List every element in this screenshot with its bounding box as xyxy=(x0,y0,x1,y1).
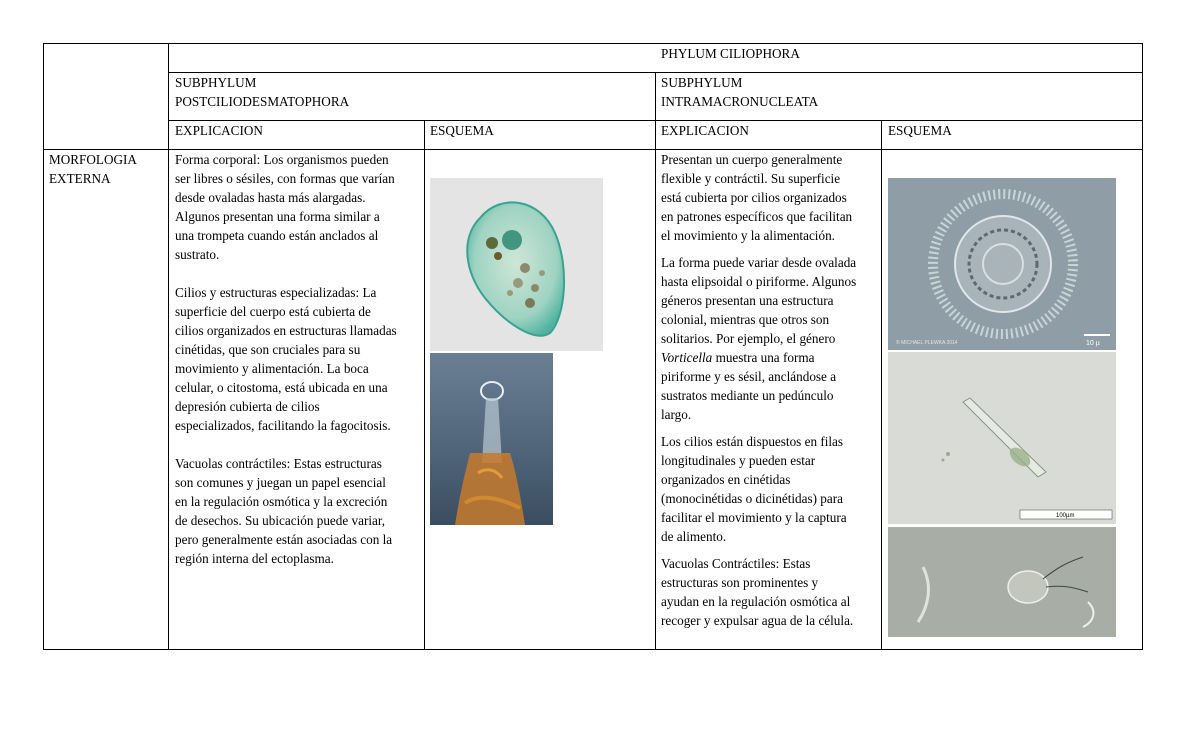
micrograph-trumpet-ciliate xyxy=(430,353,553,525)
subphylum-left-header xyxy=(175,73,349,111)
table-border-top-left xyxy=(43,43,169,44)
right-para-vacuolas xyxy=(661,554,879,630)
text-line: sustratos mediante un pedúnculo xyxy=(661,388,834,403)
table-border-left xyxy=(43,43,44,650)
micrograph-circular-ciliate xyxy=(888,178,1116,350)
text-line: ayudan en la regulación osmótica al xyxy=(661,594,851,609)
micrograph-elongated-ciliate xyxy=(888,352,1116,524)
text-fragment: muestra una forma xyxy=(712,350,815,365)
table-border-right xyxy=(1142,43,1143,650)
right-para-forma xyxy=(661,253,879,424)
text-line: Vacuolas Contráctiles: Estas xyxy=(661,556,811,571)
text-line: solitarios. Por ejemplo, el género xyxy=(661,331,836,346)
subphylum-left-line2: POSTCILIODESMATOPHORA xyxy=(175,94,350,109)
text-line: hasta elipsoidal o piriforme. Algunos xyxy=(661,274,857,289)
right-para-cuerpo xyxy=(661,150,879,245)
col-line-sub xyxy=(655,72,656,650)
text-line: celular, o citostoma, está ubicada en una xyxy=(175,380,388,395)
phylum-title: PHYLUM CILIOPHORA xyxy=(661,46,800,61)
text-line: de desechos. Su ubicación puede variar, xyxy=(175,513,386,528)
text-line: cilios organizados en estructuras llamadas xyxy=(175,323,397,338)
col-line-1 xyxy=(168,43,169,650)
right-explanation xyxy=(661,150,879,638)
col-line-2 xyxy=(424,120,425,650)
text-line: depresión cubierta de cilios xyxy=(175,399,320,414)
left-explanation xyxy=(175,150,423,568)
text-line: largo. xyxy=(661,407,692,422)
left-para-cilios xyxy=(175,283,423,435)
table-border-bottom xyxy=(43,649,1143,650)
phylum-header xyxy=(661,44,800,63)
text-line: en patrones específicos que facilitan xyxy=(661,209,853,224)
text-line: de alimento. xyxy=(661,529,727,544)
text-line: flexible y contráctil. Su superficie xyxy=(661,171,841,186)
subphylum-left-line1: SUBPHYLUM xyxy=(175,75,257,90)
row-label-line1: MORFOLOGIA xyxy=(49,152,137,167)
text-line: Presentan un cuerpo generalmente xyxy=(661,152,843,167)
text-line: facilitar el movimiento y la captura xyxy=(661,510,847,525)
col-header-explicacion-left: EXPLICACION xyxy=(175,123,263,138)
text-line: superficie del cuerpo está cubierta de xyxy=(175,304,371,319)
text-line: cinétidas, que son cruciales para su xyxy=(175,342,361,357)
scale-label-100: 100µm xyxy=(1056,513,1075,519)
left-para-vacuolas xyxy=(175,454,423,568)
text-line: piriforme y es sésil, anclándose a xyxy=(661,369,837,384)
subphylum-right-line2: INTRAMACRONUCLEATA xyxy=(661,94,819,109)
text-line: en la regulación osmótica y la excreción xyxy=(175,494,388,509)
text-line: estructuras son prominentes y xyxy=(661,575,819,590)
text-line xyxy=(661,348,879,367)
watermark: © MICHAEL PLEWKA 2014 xyxy=(896,340,958,346)
subphylum-right-line1: SUBPHYLUM xyxy=(661,75,743,90)
table-border-top xyxy=(168,43,1143,44)
text-line: desde ovaladas hasta más alargadas. xyxy=(175,190,366,205)
row-label-line2: EXTERNA xyxy=(49,171,111,186)
text-line: recoger y expulsar agua de la célula. xyxy=(661,613,854,628)
text-line: (monocinétidas o dicinétidas) para xyxy=(661,491,843,506)
genus-name: Vorticella xyxy=(661,350,713,365)
text-line: colonial, mientras que otros son xyxy=(661,312,830,327)
left-para-forma xyxy=(175,150,423,264)
row-line-2 xyxy=(168,120,1143,121)
micrograph-flagellated-ciliate xyxy=(888,527,1116,637)
text-line: organizados en cinétidas xyxy=(661,472,791,487)
row-label xyxy=(49,150,137,188)
text-line: Los cilios están dispuestos en filas xyxy=(661,434,844,449)
text-line: sustrato. xyxy=(175,247,220,262)
text-line: movimiento y alimentación. La boca xyxy=(175,361,369,376)
text-line: una trompeta cuando están anclados al xyxy=(175,228,379,243)
text-line: géneros presentan una estructura xyxy=(661,293,834,308)
col-header-explicacion-right: EXPLICACION xyxy=(661,123,749,138)
scale-label-10: 10 µ xyxy=(1086,340,1100,347)
text-line: Vacuolas contráctiles: Estas estructuras xyxy=(175,456,382,471)
text-line: especializados, facilitando la fagocitosis. xyxy=(175,418,391,433)
right-para-cilios xyxy=(661,432,879,546)
text-line: pero generalmente están asociadas con la xyxy=(175,532,393,547)
micrograph-oval-ciliate xyxy=(430,178,603,351)
text-line: región interna del ectoplasma. xyxy=(175,551,334,566)
col-header-esquema-left: ESQUEMA xyxy=(430,123,494,138)
text-line: La forma puede variar desde ovalada xyxy=(661,255,857,270)
text-line: longitudinales y pueden estar xyxy=(661,453,816,468)
col-line-4 xyxy=(881,120,882,650)
text-line: ser libres o sésiles, con formas que varían xyxy=(175,171,395,186)
text-line: son comunes y juegan un papel esencial xyxy=(175,475,386,490)
col-header-esquema-right: ESQUEMA xyxy=(888,123,952,138)
text-line: está cubierta por cilios organizados xyxy=(661,190,847,205)
text-line: el movimiento y la alimentación. xyxy=(661,228,835,243)
text-line: Algunos presentan una forma similar a xyxy=(175,209,380,224)
text-line: Forma corporal: Los organismos pueden xyxy=(175,152,389,167)
text-line: Cilios y estructuras especializadas: La xyxy=(175,285,377,300)
subphylum-right-header xyxy=(661,73,818,111)
